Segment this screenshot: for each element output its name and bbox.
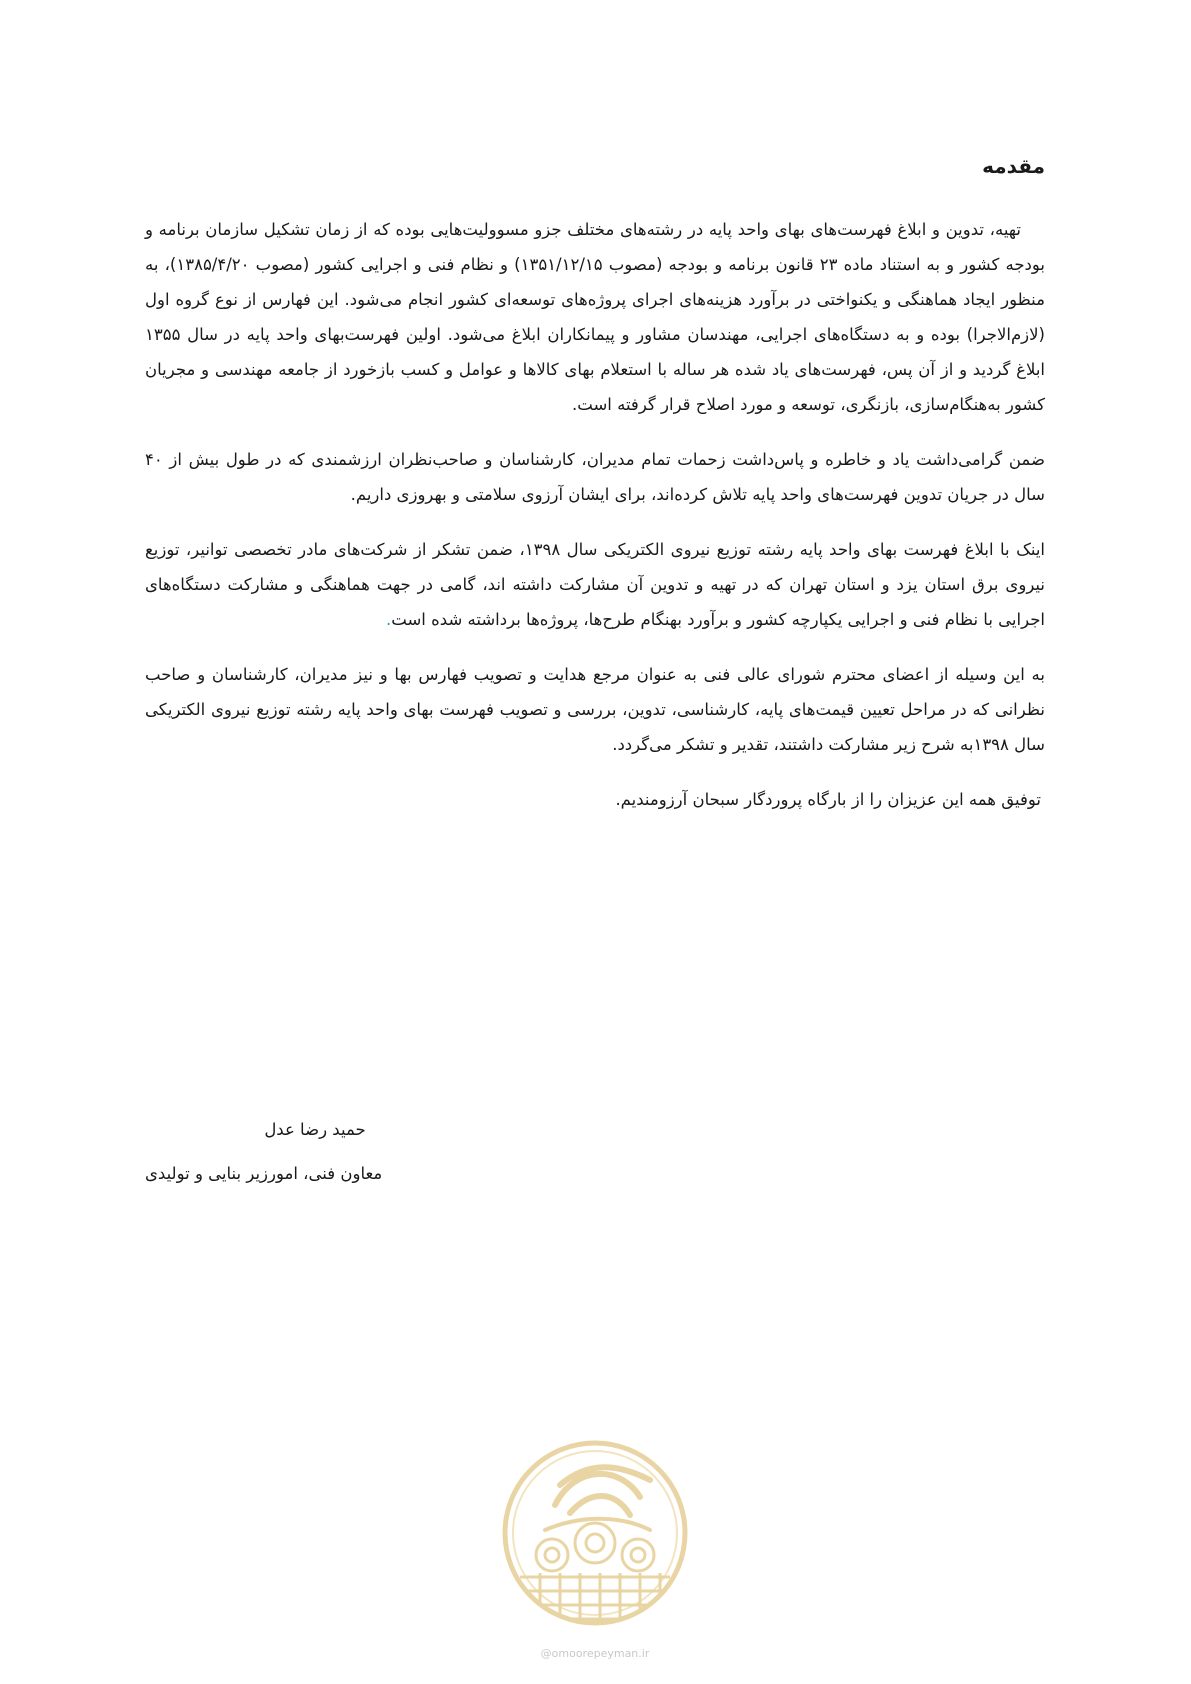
accent-period: . [386,610,392,629]
stamp-url: @omoorepeyman.ir [540,1647,650,1660]
signatory-role-text: معاون فنی، امورزیر بنایی و تولیدی [145,1164,383,1183]
document-body [145,140,1045,837]
closing-line: توفیق همه این عزیزان را از بارگاه پروردگار سبحان آرزومندیم. [615,790,1041,809]
paragraph-announcement-text: اینک با ابلاغ فهرست بهای واحد پایه رشته توزیع نیروی الکتریکی سال ۱۳۹۸، ضمن تشکر از شرکت‌های مادر تخصصی توانیر، توزیع نیروی برق استان یزد و استان تهران که در تهیه و تدوین آن مشارکت داشته اند، گامی در جهت هماهنگی و مشارکت دستگاه‌های اجرایی با نظام فنی و اجرایی یکپارچه کشور و برآورد بهنگام طرح‌ها، پروژه‌ها برداشته شده است [145,540,1046,629]
paragraph-acknowledgement: ضمن گرامی‌داشت یاد و خاطره و پاس‌داشت زحمات تمام مدیران، کارشناسان و صاحب‌نظران ارزشمندی که در طول بیش از ۴۰ سال در جریان تدوین فهرست‌های واحد پایه تلاش کرده‌اند، برای ایشان آرزوی سلامتی و بهروزی داریم. [145,450,1045,504]
signatory-name: حمید رضا عدل [264,1120,366,1139]
document-title: مقدمه [982,154,1045,178]
signatory-role [145,1164,415,1183]
stamp-logo-icon [500,1435,690,1640]
paragraph-intro: تهیه، تدوین و ابلاغ فهرست‌های بهای واحد پایه در رشته‌های مختلف جزو مسوولیت‌هایی بوده که از زمان تشکیل سازمان برنامه و بودجه کشور و به استناد ماده ۲۳ قانون برنامه و بودجه (مصوب ۱۳۵۱/۱۲/۱۵) و نظام فنی و اجرایی کشور (مصوب ۱۳۸۵/۴/۲۰)، به منظور ایجاد هماهنگی و یکنواختی در برآورد هزینه‌های اجرای پروژه‌های توسعه‌ای کشور انجام می‌شود. این فهارس از نوع گروه اول (لازم‌الاجرا) بوده و به دستگاه‌های اجرایی، مهندسان مشاور و پیمانکاران ابلاغ می‌شود. اولین فهرست‌بهای واحد پایه در سال ۱۳۵۵ ابلاغ گردید و از آن پس، فهرست‌های یاد شده هر ساله با استعلام بهای کالاها و عوامل و کسب بازخورد از جامعه مهندسی و مجریان کشور به‌هنگام‌سازی، بازنگری، توسعه و مورد اصلاح قرار گرفته است. [145,220,1045,414]
paragraph-announcement [145,532,1045,637]
watermark-stamp [500,1435,690,1660]
paragraph-thanks: به این وسیله از اعضای محترم شورای عالی فنی به عنوان مرجع هدایت و تصویب فهارس بها و نیز مدیران، کارشناسان و صاحب نظرانی که در مراحل تعیین قیمت‌های پایه، کارشناسی، تدوین، بررسی و تصویب فهرست بهای واحد پایه رشته توزیع نیروی الکتریکی سال ۱۳۹۸به شرح زیر مشارکت داشتند، تقدیر و تشکر می‌گردد. [145,665,1045,754]
